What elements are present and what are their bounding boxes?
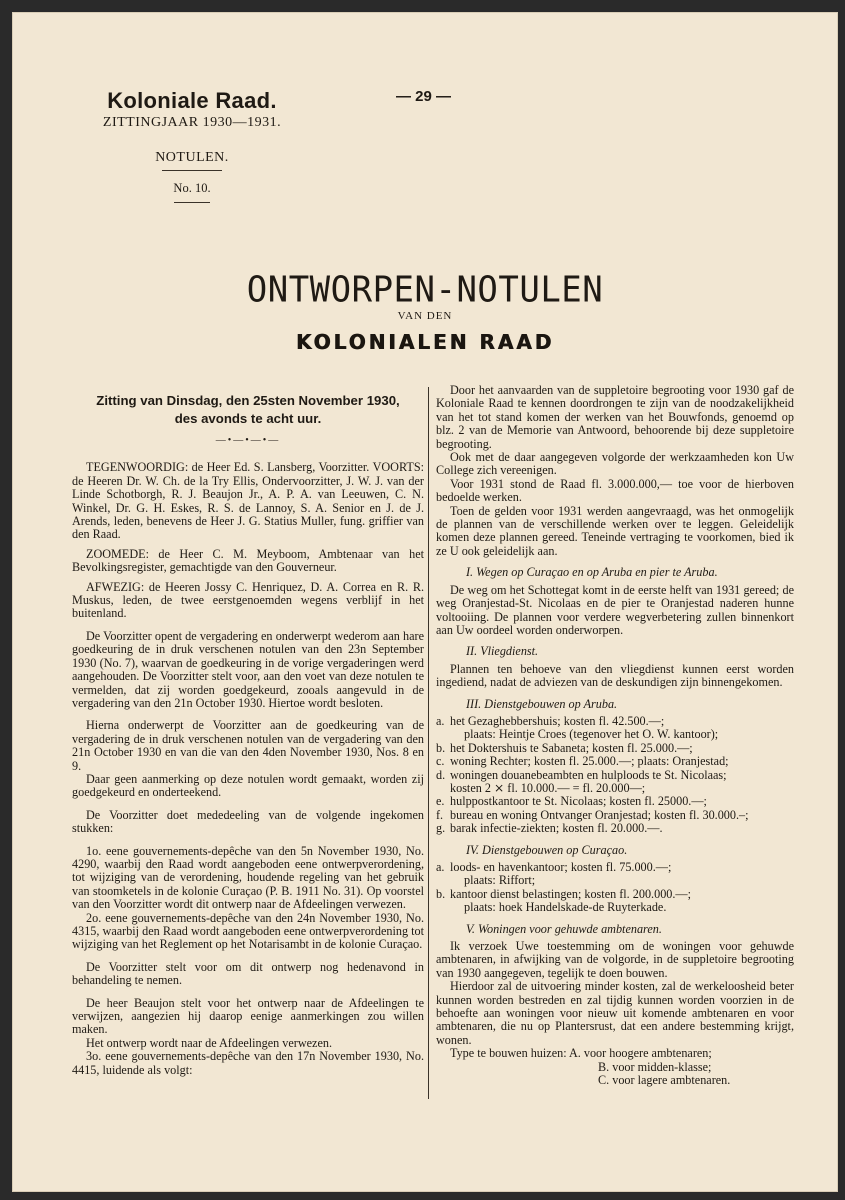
list-item: f. bureau en woning Ontvanger Oranjestad; kosten fl. 30.000.–;: [436, 807, 749, 822]
paragraph-minutes-oct: Hierna onderwerpt de Voorzitter aan de goedkeuring van de vergadering de in druk verschenen notulen van de vergadering van den 21n October 1930 en van die van den 4den November 1930, Nos. 8 en 9.: [72, 718, 424, 773]
paragraph-item-3: 3o. eene gouvernements-depêche van den 17n November 1930, No. 4415, luidende als volgt:: [72, 1049, 424, 1077]
session-heading-line1: Zitting van Dinsdag, den 25sten November 1930,: [96, 393, 400, 408]
paragraph-suppletoire: Door het aanvaarden van de suppletoire begrooting voor 1930 gaf de Koloniale Raad te kennen doordrongen te zijn van de noodzakelijkheid van het tot stand komen der werken van het Bouwfonds, genoemd op blz. 2 van de Memorie van Antwoord, behoorende bij deze suppletoire begrooting.: [436, 383, 794, 451]
paragraph-afwezig: AFWEZIG: de Heeren Jossy C. Henriquez, D. A. Correa en R. R. Muskus, leden, de twee eerstgenoemden wegens verblijf in het buitenland.: [72, 579, 424, 621]
paragraph-referred: Het ontwerp wordt naar de Afdeelingen verwezen.: [86, 1035, 333, 1050]
issue-number: No. 10.: [173, 181, 211, 195]
paragraph-item-2: 2o. eene gouvernements-depêche van den 24n November 1930, No. 4315, waarbij den Raad wordt aangeboden eene ontwerpverordening tot wijziging van het Reglement op het Notarisambt in de kolonie Curaçao.: [72, 910, 424, 952]
house-type-c: C. voor lagere ambtenaren.: [598, 1073, 731, 1088]
council-title: Koloniale Raad.: [107, 88, 277, 113]
paragraph-1931: Voor 1931 stond de Raad fl. 3.000.000,— toe voor de hierboven bedoelde werken.: [436, 476, 794, 505]
house-type-a: Type te bouwen huizen: A. voor hoogere ambtenaren;: [450, 1046, 712, 1061]
list-curacao: [436, 861, 794, 915]
list-item: plaats: Riffort;: [464, 873, 536, 888]
list-item: c. woning Rechter; kosten fl. 25.000.—; plaats: Oranjestad;: [436, 754, 729, 769]
page-title: ONTWORPEN-NOTULEN: [246, 269, 604, 311]
column-divider: [428, 387, 429, 1099]
session-heading: [72, 392, 424, 428]
section-heading-wegen: I. Wegen op Curaçao en op Aruba en pier te Aruba.: [466, 565, 718, 580]
list-item: b. kantoor dienst belastingen; kosten fl. 200.000.—;: [436, 886, 692, 901]
session-heading-line2: des avonds te acht uur.: [174, 411, 322, 426]
paragraph-proposal: De Voorzitter stelt voor om dit ontwerp nog hedenavond in behandeling te nemen.: [72, 959, 424, 988]
ornament-divider: —•—•—•—: [215, 435, 281, 446]
paragraph-woningen-request: Ik verzoek Uwe toestemming om de woningen voor gehuwde ambtenaren, in afwijking van de volgorde, in de suppletoire begrooting van 1930 aangegeven, tegelijk te doen bouwen.: [436, 939, 794, 980]
document-page: [12, 12, 838, 1192]
paragraph-vliegdienst: Plannen ten behoeve van den vliegdienst kunnen eerst worden ingediend, nadat de adviezen van de deskundigen zijn binnengekomen.: [436, 661, 794, 690]
list-item: b. het Doktershuis te Sabaneta; kosten fl. 25.000.—;: [436, 740, 693, 755]
header-rule-short: [174, 202, 210, 203]
list-item: kosten 2 ⨯ fl. 10.000.— = fl. 20.000—;: [450, 780, 646, 795]
paragraph-woningen-reason: Hierdoor zal de uitvoering minder kosten, zal de werkeloosheid beter kunnen worden bestreden en zal tijdig kunnen worden voorzien in de behoefte aan woningen voor nieuw uit komende ambtenaren en voor ambtenaren, die nu op Plantersrust, dat een andere bestemming krijgt, wonen.: [436, 979, 794, 1047]
paragraph-wegen: De weg om het Schottegat komt in de eerste helft van 1931 gereed; de weg Oranjestad-St. Nicolaas en de pier te Oranjestad naderen hunne voltooiing. De plannen voor verdere wegverbetering zullen binnenkort aan Uw oordeel worden onderworpen.: [436, 582, 794, 637]
section-heading-vliegdienst: II. Vliegdienst.: [466, 644, 539, 659]
list-item: a. loods- en havenkantoor; kosten fl. 75.000.—;: [436, 860, 672, 874]
paragraph-plannen: Toen de gelden voor 1931 werden aangevraagd, was het onmogelijk de plannen van de verschillende werken over te leggen. Geleidelijk komen deze plannen gereed. Teneinde vertraging te voorkomen, bied ik ze U ook geleidelijk aan.: [436, 503, 794, 558]
list-item: plaats: hoek Handelskade-de Ruyterkade.: [464, 900, 667, 915]
masthead-subtitle: VAN DEN: [397, 310, 453, 322]
paragraph-attendees: TEGENWOORDIG: de Heer Ed. S. Lansberg, Voorzitter. VOORTS: de Heeren Dr. W. Ch. de la Try Ellis, Ondervoorzitter, J. W. J. van der Linde Schotborgh, R. J. Beaujon Jr., A. P. A. van Leeuwen, C. N. Winkel, Dr. G. H. Eskes, R. S. de Lannoy, S. A. Senior en J. de J. Arends, leden, benevens de Heer J. G. Statius Muller, fung. griffier van den Raad.: [72, 460, 424, 542]
list-item: e. hulppostkantoor te St. Nicolaas; kosten fl. 25000.—;: [436, 794, 707, 809]
header-rule: [162, 170, 222, 171]
right-column: [436, 384, 794, 1088]
section-heading-aruba: III. Dienstgebouwen op Aruba.: [466, 696, 618, 711]
paragraph-minutes-approval: De Voorzitter opent de vergadering en onderwerpt wederom aan hare goedkeuring de in druk verschenen notulen van den 23n September 1930 (No. 7), waarvan de goedkeuring in de vorige vergaderingen werd aangehouden. De Voorzitter stelt voor, aan den voet van deze notulen te vermelden, dat zij worden goedgekeurd, zooals aangevuld in de vergadering van den 21n October 1930. Hiertoe wordt besloten.: [72, 628, 424, 710]
left-column: [72, 384, 424, 1083]
paragraph-volgorde: Ook met de daar aangegeven volgorde der werkzaamheden kon Uw College zich vereenigen.: [436, 450, 794, 478]
paragraph-incoming: De Voorzitter doet mededeeling van de volgende ingekomen stukken:: [72, 807, 424, 836]
house-type-b: B. voor midden-klasse;: [598, 1059, 712, 1074]
list-item: g. barak infectie-ziekten; kosten fl. 20.000.—.: [436, 821, 663, 836]
section-heading-curacao: IV. Dienstgebouwen op Curaçao.: [466, 842, 628, 857]
paragraph-approved: Daar geen aanmerking op deze notulen wordt gemaakt, worden zij goedgekeurd en onderteekend.: [72, 771, 424, 800]
paragraph-zoomede: ZOOMEDE: de Heer C. M. Meyboom, Ambtenaar van het Bevolkingsregister, gemachtigde van den Gouverneur.: [72, 546, 424, 575]
page-number: — 29 —: [396, 88, 452, 105]
header-block: [82, 88, 302, 203]
paragraph-beaujon: De heer Beaujon stelt voor het ontwerp naar de Afdeelingen te verwijzen, aangezien hij daarop eenige aanmerkingen zou willen maken.: [72, 995, 424, 1037]
list-aruba: [436, 715, 794, 836]
notulen-label: NOTULEN.: [155, 150, 229, 165]
masthead-raad: KOLONIALEN RAAD: [295, 330, 555, 354]
list-item: d. woningen douanebeambten en hulploods te St. Nicolaas;: [436, 767, 727, 782]
section-heading-woningen: V. Woningen voor gehuwde ambtenaren.: [466, 921, 662, 936]
list-item: a. het Gezaghebbershuis; kosten fl. 42.500.—;: [436, 713, 665, 728]
session-year: ZITTINGJAAR 1930—1931.: [102, 115, 282, 130]
paragraph-item-1: 1o. eene gouvernements-depêche van den 5n November 1930, No. 4290, waarbij den Raad wordt aangeboden eene ontwerpverordening, tot wijziging van de verordening, houdende regeling van het gebruik van stoomketels in de kolonie Curaçao (P. B. 1911 No. 31). Op voorstel van den Voorzitter wordt dit ontwerp naar de Afdeelingen verwezen.: [72, 843, 424, 912]
list-item: plaats: Heintje Croes (tegenover het O. W. kantoor);: [464, 727, 719, 742]
